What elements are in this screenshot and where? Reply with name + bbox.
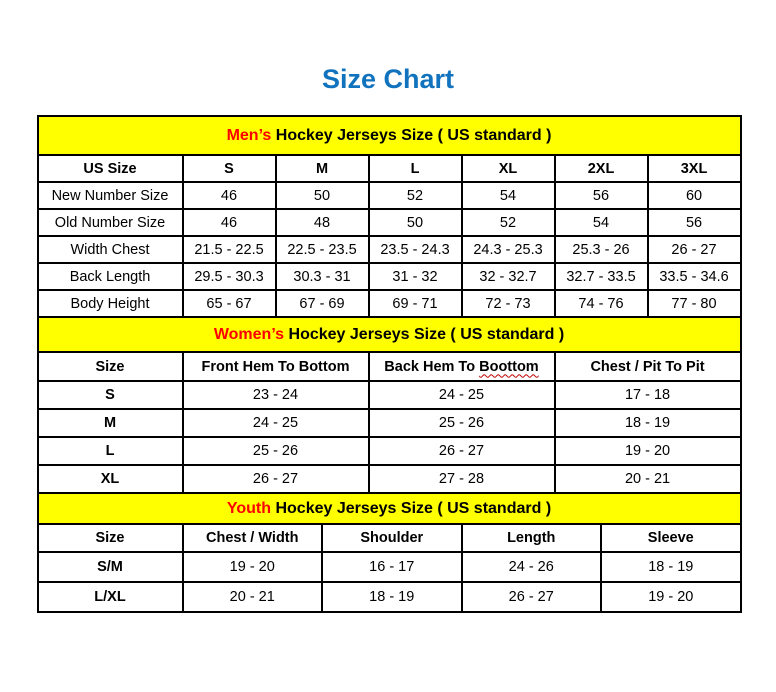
mens-row-label: New Number Size <box>38 182 183 209</box>
youth-col-header-size: Size <box>38 524 183 552</box>
youth-col-header-length: Length <box>462 524 602 552</box>
table-row <box>38 465 741 493</box>
youth-cell: 24 - 26 <box>462 552 602 582</box>
table-row <box>38 263 741 290</box>
mens-cell: 48 <box>276 209 369 236</box>
mens-row-label: Width Chest <box>38 236 183 263</box>
mens-size-table <box>37 115 742 318</box>
mens-col-header-2xl: 2XL <box>555 155 648 182</box>
youth-banner-highlight: Youth <box>226 499 272 517</box>
womens-section-banner <box>38 317 741 352</box>
womens-cell: 17 - 18 <box>555 381 741 409</box>
table-row <box>38 209 741 236</box>
mens-cell: 32 - 32.7 <box>462 263 555 290</box>
youth-cell: 19 - 20 <box>601 582 741 612</box>
youth-size-table <box>37 492 742 613</box>
mens-cell: 52 <box>462 209 555 236</box>
womens-cell: 26 - 27 <box>369 437 555 465</box>
mens-cell: 46 <box>183 182 276 209</box>
womens-col-header-size: Size <box>38 352 183 381</box>
mens-cell: 56 <box>555 182 648 209</box>
womens-row-label: L <box>38 437 183 465</box>
womens-cell: 20 - 21 <box>555 465 741 493</box>
womens-cell: 19 - 20 <box>555 437 741 465</box>
mens-cell: 25.3 - 26 <box>555 236 648 263</box>
mens-col-header-s: S <box>183 155 276 182</box>
mens-col-header-xl: XL <box>462 155 555 182</box>
youth-col-header-shoulder: Shoulder <box>322 524 462 552</box>
table-row <box>38 582 741 612</box>
youth-cell: 18 - 19 <box>601 552 741 582</box>
page-title: Size Chart <box>321 64 455 94</box>
mens-cell: 69 - 71 <box>369 290 462 317</box>
table-row <box>38 236 741 263</box>
womens-cell: 24 - 25 <box>183 409 369 437</box>
table-row <box>38 437 741 465</box>
mens-cell: 46 <box>183 209 276 236</box>
mens-section-banner <box>38 116 741 155</box>
womens-col-header-front-hem: Front Hem To Bottom <box>183 352 369 381</box>
womens-row-label: S <box>38 381 183 409</box>
mens-cell: 60 <box>648 182 741 209</box>
table-row <box>38 182 741 209</box>
mens-cell: 21.5 - 22.5 <box>183 236 276 263</box>
mens-banner-highlight: Men’s <box>226 126 272 144</box>
mens-cell: 26 - 27 <box>648 236 741 263</box>
youth-cell: 18 - 19 <box>322 582 462 612</box>
mens-row-label: Back Length <box>38 263 183 290</box>
mens-cell: 74 - 76 <box>555 290 648 317</box>
youth-cell: 20 - 21 <box>183 582 323 612</box>
mens-cell: 50 <box>369 209 462 236</box>
womens-col-header-back-hem <box>369 352 555 381</box>
womens-col-header-chest: Chest / Pit To Pit <box>555 352 741 381</box>
mens-row-label: Old Number Size <box>38 209 183 236</box>
back-hem-label-prefix: Back Hem To <box>384 358 480 375</box>
womens-row-label: M <box>38 409 183 437</box>
youth-cell: 26 - 27 <box>462 582 602 612</box>
mens-cell: 52 <box>369 182 462 209</box>
womens-banner-highlight: Women’s <box>213 325 285 343</box>
mens-cell: 31 - 32 <box>369 263 462 290</box>
mens-cell: 54 <box>555 209 648 236</box>
womens-row-label: XL <box>38 465 183 493</box>
table-row <box>38 381 741 409</box>
womens-banner-text: Hockey Jerseys Size ( US standard ) <box>284 325 565 343</box>
youth-col-header-chest-width: Chest / Width <box>183 524 323 552</box>
youth-section-banner <box>38 493 741 524</box>
mens-banner-text: Hockey Jerseys Size ( US standard ) <box>271 126 552 144</box>
youth-row-label: S/M <box>38 552 183 582</box>
womens-cell: 25 - 26 <box>183 437 369 465</box>
mens-cell: 32.7 - 33.5 <box>555 263 648 290</box>
mens-cell: 67 - 69 <box>276 290 369 317</box>
mens-col-header-m: M <box>276 155 369 182</box>
mens-cell: 33.5 - 34.6 <box>648 263 741 290</box>
womens-size-table <box>37 316 742 494</box>
mens-cell: 50 <box>276 182 369 209</box>
youth-banner-text: Hockey Jerseys Size ( US standard ) <box>271 499 552 517</box>
size-chart-tables <box>37 115 740 613</box>
table-row <box>38 552 741 582</box>
mens-cell: 77 - 80 <box>648 290 741 317</box>
womens-cell: 25 - 26 <box>369 409 555 437</box>
mens-col-header-us-size: US Size <box>38 155 183 182</box>
mens-col-header-l: L <box>369 155 462 182</box>
mens-cell: 23.5 - 24.3 <box>369 236 462 263</box>
mens-cell: 29.5 - 30.3 <box>183 263 276 290</box>
back-hem-misspelled-word: Boottom <box>479 358 539 375</box>
table-row <box>38 290 741 317</box>
womens-cell: 27 - 28 <box>369 465 555 493</box>
mens-cell: 30.3 - 31 <box>276 263 369 290</box>
youth-col-header-sleeve: Sleeve <box>601 524 741 552</box>
womens-cell: 24 - 25 <box>369 381 555 409</box>
womens-cell: 23 - 24 <box>183 381 369 409</box>
mens-cell: 72 - 73 <box>462 290 555 317</box>
mens-cell: 22.5 - 23.5 <box>276 236 369 263</box>
mens-cell: 56 <box>648 209 741 236</box>
mens-cell: 24.3 - 25.3 <box>462 236 555 263</box>
youth-cell: 16 - 17 <box>322 552 462 582</box>
mens-cell: 65 - 67 <box>183 290 276 317</box>
youth-cell: 19 - 20 <box>183 552 323 582</box>
womens-cell: 18 - 19 <box>555 409 741 437</box>
mens-row-label: Body Height <box>38 290 183 317</box>
youth-row-label: L/XL <box>38 582 183 612</box>
mens-col-header-3xl: 3XL <box>648 155 741 182</box>
table-row <box>38 409 741 437</box>
mens-cell: 54 <box>462 182 555 209</box>
womens-cell: 26 - 27 <box>183 465 369 493</box>
